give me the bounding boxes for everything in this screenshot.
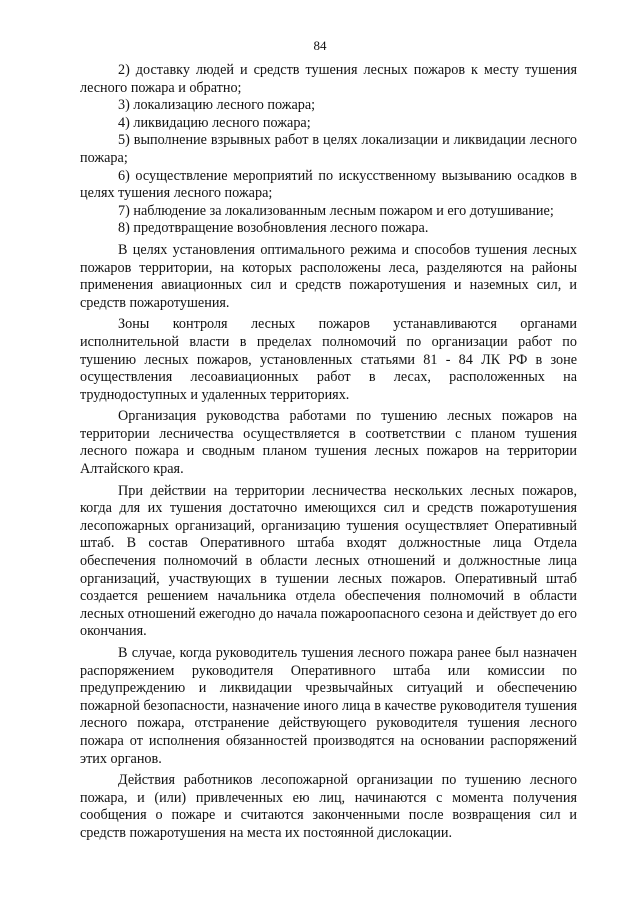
paragraph-change-of-manager: В случае, когда руководитель тушения лесного пожара ранее был назначен распоряжением руководителя Оперативного штаба или комиссии по предупреждению и ликвидации чрезвычайных ситуаций и обеспечению пожарной безопасности, назначение иного лица в качестве руководителя тушения лесного пожара, отстранение действующего руководителя тушения лесного пожара от исполнения обязанностей производятся на основании распоряжений этих органов. (80, 645, 577, 767)
paragraph-operational-headquarters: При действии на территории лесничества нескольких лесных пожаров, когда для их тушения достаточно имеющихся сил и средств пожаротушения лесопожарных организаций, организацию тушения осуществляет Оперативный штаб. В состав Оперативного штаба входят должностные лица Отдела обеспечения полномочий в области лесных отношений и должностные лица организаций, участвующих в тушении лесных пожаров. Оперативный штаб создается решением начальника отдела обеспечения полномочий в области лесных отношений ежегодно до начала пожароопасного сезона и действует до его окончания. (80, 482, 577, 640)
paragraph-control-zones: Зоны контроля лесных пожаров устанавливаются органами исполнительной власти в пределах полномочий по организации работ по тушению лесных пожаров, установленных статьями 81 - 84 ЛК РФ в зоне осуществления лесоавиационных работ в лесах, расположенных на труднодоступных и удаленных территориях. (80, 316, 577, 403)
paragraph-organization-of-management: Организация руководства работами по тушению лесных пожаров на территории лесничества осуществляется в соответствии с планом тушения лесного пожара и сводным планом тушения лесных пожаров на территории Алтайского края. (80, 408, 577, 478)
paragraph-item-2: 2) доставку людей и средств тушения лесных пожаров к месту тушения лесного пожара и обратно; (80, 62, 577, 96)
paragraph-item-6: 6) осуществление мероприятий по искусственному вызыванию осадков в целях тушения лесного пожара; (80, 167, 577, 202)
paragraph-worker-actions: Действия работников лесопожарной организации по тушению лесного пожара, и (или) привлеченных ею лиц, начинаются с момента получения сообщения о пожаре и считаются законченными после возвращения сил и средств пожаротушения на места их постоянной дислокации. (80, 772, 577, 841)
body-text (80, 62, 577, 843)
paragraph-fire-zones-division: В целях установления оптимального режима и способов тушения лесных пожаров территории, на которых расположены леса, разделяются на районы применения авиационных сил и средств пожаротушения и наземных сил, и средств пожаротушения. (80, 241, 577, 311)
paragraph-item-7: 7) наблюдение за локализованным лесным пожаром и его дотушивание; (118, 202, 554, 219)
paragraph-item-5: 5) выполнение взрывных работ в целях локализации и ликвидации лесного пожара; (80, 132, 577, 166)
paragraph-item-3: 3) локализацию лесного пожара; (118, 97, 316, 114)
paragraph-item-8: 8) предотвращение возобновления лесного пожара. (118, 220, 429, 237)
paragraph-item-4: 4) ликвидацию лесного пожара; (118, 114, 311, 131)
page-number: 84 (313, 38, 327, 53)
